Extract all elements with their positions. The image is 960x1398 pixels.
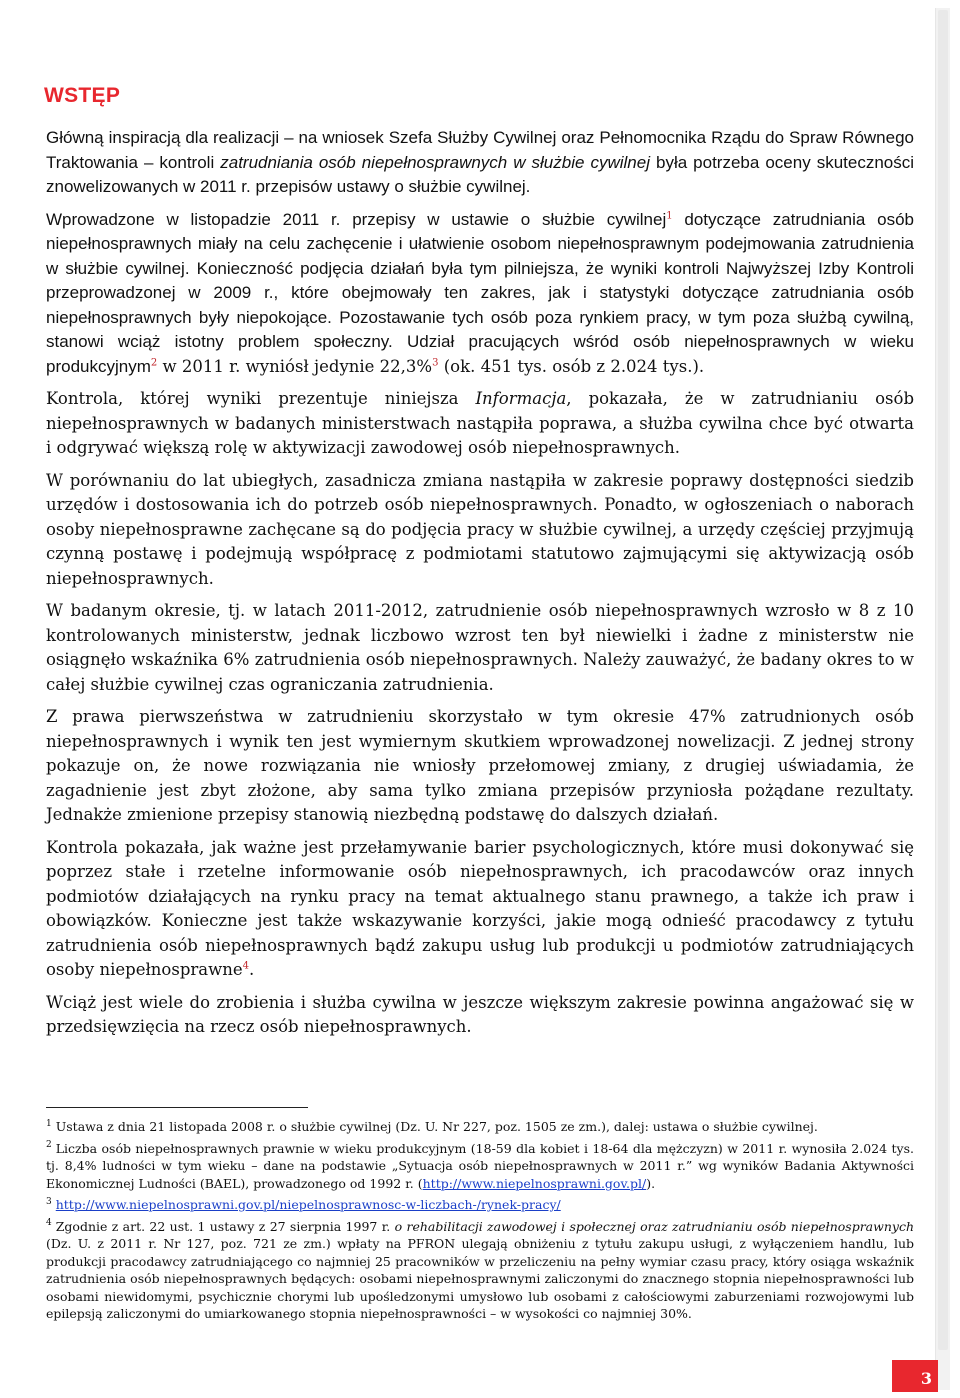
footnote-2: $^2$ Liczba osób niepełnosprawnych prawnie w wieku produkcyjnym (18-59 dla kobiet i 18-64 dla mężczyzn) w 2011 r. wynosiła 2.024 tys. tj. 8,4% ludności w tym wieku – dane na podstawie „Sytuacja osób niepełnosprawnych w 2011 r.” wg wyników Badania Aktywności Ekonomicznej Ludności (BAEL), prowadzonego od 1992 r. (http://www.niepelnosprawni.gov.pl/). — [46, 1140, 914, 1191]
footnote-2-link[interactable]: http://www.niepelnosprawni.gov.pl/ — [422, 1175, 647, 1191]
footnote-divider — [46, 1107, 308, 1108]
footnote-3: $^3$ http://www.niepelnosprawni.gov.pl/niepelnosprawnosc-w-liczbach-/rynek-pracy/ — [46, 1196, 561, 1212]
footnote-3-link[interactable]: http://www.niepelnosprawni.gov.pl/niepelnosprawnosc-w-liczbach-/rynek-pracy/ — [55, 1197, 561, 1212]
footnotes — [46, 1107, 914, 1327]
paragraph-employment: W badanym okresie, tj. w latach 2011-2012, zatrudnienie osób niepełnosprawnych wzrosło w 8 z 10 kontrolowanych ministerstw, jednak liczbowo wzrost ten był niewielki i żadne z ministerstw nie osiągnęło wskaźnika 6% zatrudnienia osób niepełnosprawnych. Należy zauważyć, że badany okres to w całej służbie cywilnej czas ograniczania zatrudnienia. — [46, 601, 914, 694]
paragraph-conclusion: Wciąż jest wiele do zrobienia i służba cywilna w jeszcze większym zakresie powinna angażować się w przedsięwzięcia na rzecz osób niepełnosprawnych. — [46, 992, 914, 1036]
scrollbar[interactable] — [935, 8, 950, 1390]
paragraph-accessibility: W porównaniu do lat ubiegłych, zasadnicza zmiana nastąpiła w zakresie poprawy dostępności siedzib urzędów i dostosowania ich do potrzeb osób niepełnosprawnych. Ponadto, w ogłoszeniach o naborach osoby niepełnosprawne zachęcane są do podjęcia pracy w służbie cywilnej, a urzędy częściej przyjmują czynną postawę i podejmują współpracę z podmiotami statutowo zajmującymi się aktywizacją osób niepełnosprawnych. — [46, 470, 914, 588]
body-text — [46, 126, 914, 1048]
footnote-4: $^4$ Zgodnie z art. 22 ust. 1 ustawy z 27 sierpnia 1997 r. o rehabilitacji zawodowej i społecznej oraz zatrudnianiu osób niepełnosprawnych (Dz. U. z 2011 r. Nr 127, poz. 721 ze zm.) wpłaty na PFRON ulegają obniżeniu z tytułu zakupu usługi, z wyłączeniem handlu, lub produkcji pracodawcy zatrudniającego co najmniej 25 pracowników w przeliczeniu na pełny wymiar czasu pracy, który osiąga wskaźnik zatrudnienia osób niepełnosprawnych będących: osobami niepełnosprawnymi zaliczonymi do znacznego stopnia niepełnosprawności lub osobami niewidomymi, psychicznie chorymi lub upośledzonymi umysłowo lub osobami z całościowymi zaburzeniami rozwojowymi lub epilepsją zaliczonymi do umiarkowanego stopnia niepełnosprawności – w wysokości co najmniej 30%. — [46, 1218, 914, 1321]
paragraph-results: Kontrola, której wyniki prezentuje niniejsza Informacja, pokazała, że w zatrudnianiu osób niepełnosprawnych w badanych ministerstwach nastąpiła poprawa, a służba cywilna chce być otwarta i odgrywać większą rolę w aktywizacji zawodowej osób niepełnosprawnych. — [46, 389, 914, 457]
footnote-ref-4[interactable]: 4 — [242, 960, 250, 972]
paragraph-intro: Główną inspiracją dla realizacji – na wniosek Szefa Służby Cywilnej oraz Pełnomocnika Rządu do Spraw Równego Traktowania – kontroli zatrudniania osób niepełnosprawnych w służbie cywilnej była potrzeba oceny skuteczności znowelizowanych w 2011 r. przepisów ustawy o służbie cywilnej. — [46, 128, 915, 196]
paragraph-regulations: Wprowadzone w listopadzie 2011 r. przepisy w ustawie o służbie cywilnej$^1$ dotyczące zatrudniania osób niepełnosprawnych miały na celu zachęcenie i ułatwienie osobom niepełnosprawnym podejmowania zatrudnienia w służbie cywilnej. Konieczność podjęcia działań była tym pilniejsza, że wyniki kontroli Najwyższej Izby Kontroli przeprowadzonej w 2009 r., które obejmowały ten zakres, jak i statystyki dotyczące zatrudniania osób niepełnosprawnych były niepokojące. Pozostawanie tych osób poza rynkiem pracy, w tym poza służbą cywilną, stanowi wciąż istotny problem społeczny. Udział pracujących wśród osób niepełnosprawnych w wieku produkcyjnym$^2$ w 2011 r. wyniósł jedynie 22,3%$^3$ (ok. 451 tys. osób z 2.024 tys.). — [46, 209, 914, 376]
scrollbar-thumb[interactable] — [938, 10, 948, 1350]
section-heading: WSTĘP — [44, 84, 121, 107]
page-number: 3 — [892, 1360, 938, 1392]
paragraph-priority: Z prawa pierwszeństwa w zatrudnieniu skorzystało w tym okresie 47% zatrudnionych osób niepełnosprawnych i wynik ten jest wymiernym skutkiem wprowadzonej nowelizacji. Z jednej strony pokazuje on, że nowe rozwiązania nie wniosły przełomowej zmiany, z drugiej uświadamia, że zagadnienie jest zbyt złożone, aby sama tylko zmiana przepisów przyniosła pożądane rezultaty. Jednakże zmienione przepisy stanowią niezbędną podstawę do dalszych działań. — [46, 707, 914, 824]
footnote-1: $^1$ Ustawa z dnia 21 listopada 2008 r. o służbie cywilnej (Dz. U. Nr 227, poz. 1505 ze zm.), dalej: ustawa o służbie cywilnej. — [46, 1118, 818, 1134]
footnote-ref-3[interactable]: 3 — [432, 357, 439, 368]
footnote-ref-2[interactable]: 2 — [150, 357, 158, 368]
footnote-ref-1[interactable]: 1 — [666, 210, 673, 221]
paragraph-barriers: Kontrola pokazała, jak ważne jest przełamywanie barier psychologicznych, które musi dokonywać się poprzez stałe i rzetelne informowanie osób niepełnosprawnych, ich pracodawców oraz innych podmiotów działających na rynku pracy na temat aktualnego stanu prawnego, a także ich praw i obowiązków. Konieczne jest także wskazywanie korzyści, jakie mogą odnieść pracodawcy z tytułu zatrudnienia osób niepełnosprawnych bądź zakupu usług lub produkcji u podmiotów zatrudniających osoby niepełnosprawne$^4$. — [46, 837, 914, 979]
